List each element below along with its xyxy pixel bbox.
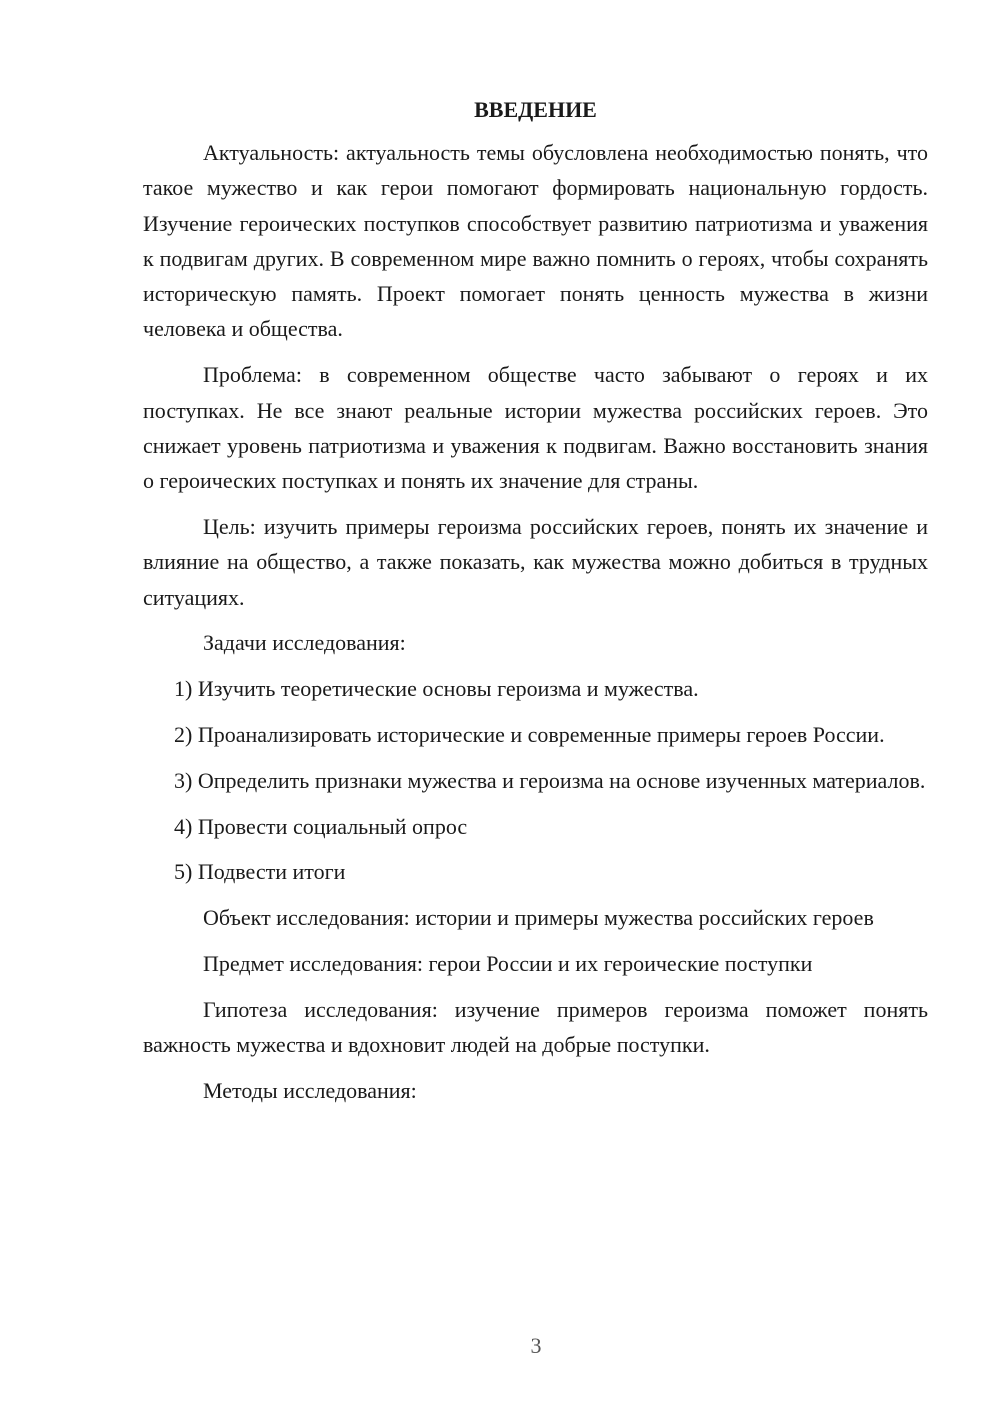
section-title: ВВЕДЕНИЕ: [474, 97, 597, 122]
task-item: 5) Подвести итоги: [174, 859, 346, 885]
object-paragraph: Объект исследования: истории и примеры мужества российских героев: [203, 905, 874, 931]
hypothesis-paragraph: Гипотеза исследования: изучение примеров героизма поможет понять важность мужества и вдохновит людей на добрые поступки.: [143, 996, 928, 1058]
relevance-paragraph: Актуальность: актуальность темы обусловлена необходимостью понять, что такое мужество и как герои помогают формировать национальную гордость. Изучение героических поступков способствует развитию патриотизма и уважения к подвигам других. В современном мире важно помнить о героях, чтобы сохранять историческую память. Проект помогает понять ценность мужества в жизни человека и общества.: [143, 140, 928, 342]
problem-paragraph: Проблема: в современном обществе часто забывают о героях и их поступках. Не все знают реальные истории мужества российских героев. Это снижает уровень патриотизма и уважения к подвигам. Важно восстановить знания о героических поступках и понять их значение для страны.: [143, 362, 928, 494]
task-item: 1) Изучить теоретические основы героизма и мужества.: [174, 676, 699, 702]
methods-heading: Методы исследования:: [203, 1077, 417, 1103]
goal-paragraph: Цель: изучить примеры героизма российских героев, понять их значение и влияние на общество, а также показать, как мужества можно добиться в трудных ситуациях.: [143, 513, 928, 610]
subject-paragraph: Предмет исследования: герои России и их героические поступки: [203, 950, 813, 976]
page-number: 3: [530, 1333, 542, 1358]
tasks-heading: Задачи исследования:: [203, 630, 406, 656]
task-item: 4) Провести социальный опрос: [174, 813, 468, 839]
document-page: [143, 92, 928, 1108]
task-item: 3) Определить признаки мужества и героизма на основе изученных материалов.: [174, 767, 926, 793]
task-item: 2) Проанализировать исторические и современные примеры героев России.: [174, 721, 885, 747]
